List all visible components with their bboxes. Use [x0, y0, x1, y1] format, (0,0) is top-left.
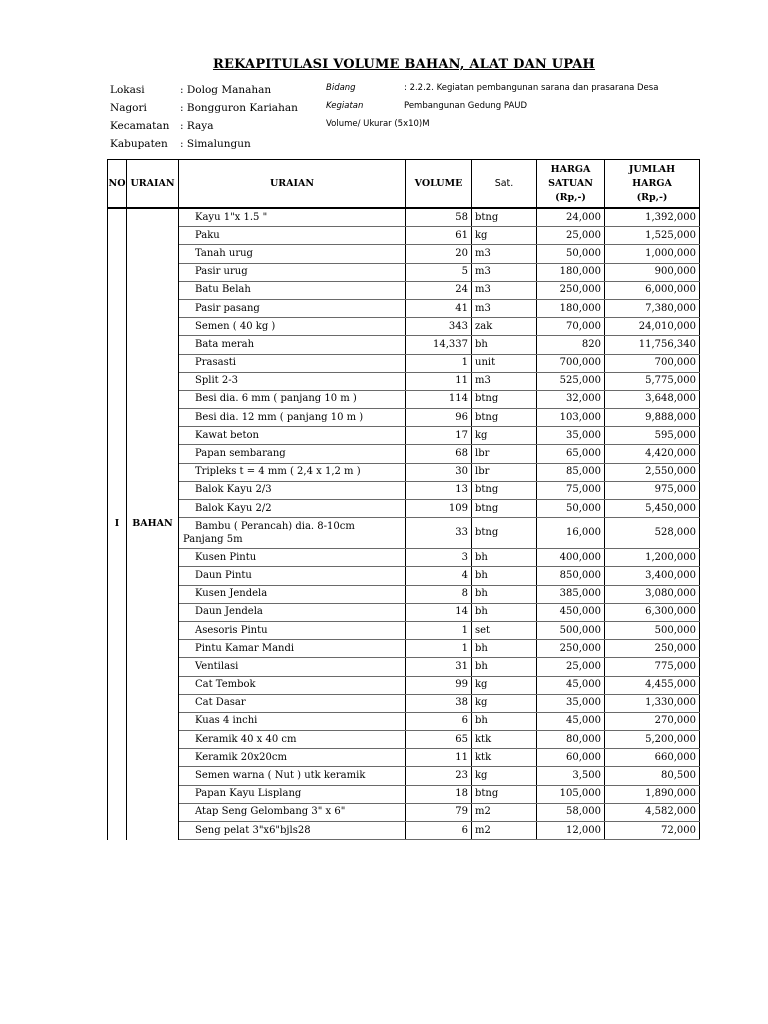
cell-jumlah-harga: 6,000,000	[605, 281, 700, 299]
cell-harga-satuan: 820	[537, 336, 605, 354]
meta-value: : Raya	[180, 120, 214, 132]
cell-harga-satuan: 250,000	[537, 281, 605, 299]
cell-jumlah-harga: 270,000	[605, 712, 700, 730]
cell-volume: 23	[406, 767, 472, 785]
header-volume: VOLUME	[406, 160, 472, 209]
cell-jumlah-harga: 6,300,000	[605, 603, 700, 621]
table-body	[108, 208, 700, 840]
table-row	[108, 245, 700, 263]
header-line: JUMLAH	[628, 163, 676, 175]
cell-harga-satuan: 24,000	[537, 208, 605, 227]
table-row	[108, 767, 700, 785]
cell-sat: kg	[472, 767, 537, 785]
table-row	[108, 390, 700, 408]
cell-harga-satuan: 70,000	[537, 318, 605, 336]
group-name: BAHAN	[127, 208, 179, 840]
cell-volume: 6	[406, 712, 472, 730]
cell-volume: 31	[406, 658, 472, 676]
cell-volume: 20	[406, 245, 472, 263]
header-line: (Rp,-)	[636, 191, 668, 203]
cell-uraian: Tanah urug	[179, 245, 406, 263]
header-line: HARGA	[550, 163, 591, 175]
cell-sat: bh	[472, 712, 537, 730]
cell-uraian: Daun Jendela	[179, 603, 406, 621]
cell-jumlah-harga: 5,775,000	[605, 372, 700, 390]
cell-jumlah-harga: 4,582,000	[605, 803, 700, 821]
table-header-row	[108, 160, 700, 209]
cell-jumlah-harga: 1,392,000	[605, 208, 700, 227]
cell-sat: kg	[472, 227, 537, 245]
cell-sat: m3	[472, 372, 537, 390]
cell-harga-satuan: 45,000	[537, 676, 605, 694]
cell-harga-satuan: 45,000	[537, 712, 605, 730]
cell-harga-satuan: 450,000	[537, 603, 605, 621]
cell-uraian: Cat Tembok	[179, 676, 406, 694]
table-row	[108, 263, 700, 281]
cell-sat: set	[472, 621, 537, 639]
table-row	[108, 281, 700, 299]
cell-sat: btng	[472, 409, 537, 427]
cell-sat: unit	[472, 354, 537, 372]
table-row	[108, 567, 700, 585]
header-line: SATUAN	[548, 177, 593, 189]
cell-sat: bh	[472, 585, 537, 603]
cell-volume: 65	[406, 731, 472, 749]
table-row	[108, 694, 700, 712]
cell-volume: 30	[406, 463, 472, 481]
table-row	[108, 822, 700, 840]
table-row	[108, 731, 700, 749]
meta-row-volume	[326, 118, 658, 136]
cell-uraian: Papan sembarang	[179, 445, 406, 463]
cell-harga-satuan: 32,000	[537, 390, 605, 408]
meta-label: Lokasi	[110, 84, 145, 96]
table-row	[108, 518, 700, 549]
cell-uraian: Tripleks t = 4 mm ( 2,4 x 1,2 m )	[179, 463, 406, 481]
cell-volume: 109	[406, 500, 472, 518]
cell-volume: 96	[406, 409, 472, 427]
cell-harga-satuan: 500,000	[537, 621, 605, 639]
table-row	[108, 208, 700, 227]
cell-jumlah-harga: 528,000	[605, 518, 700, 549]
cell-volume: 11	[406, 372, 472, 390]
cell-harga-satuan: 35,000	[537, 694, 605, 712]
table-row	[108, 803, 700, 821]
cell-sat: bh	[472, 658, 537, 676]
cell-harga-satuan: 12,000	[537, 822, 605, 840]
cell-sat: m2	[472, 822, 537, 840]
cell-sat: btng	[472, 208, 537, 227]
cell-sat: m2	[472, 803, 537, 821]
document-title: REKAPITULASI VOLUME BAHAN, ALAT DAN UPAH	[212, 57, 596, 72]
cell-volume: 6	[406, 822, 472, 840]
cell-jumlah-harga: 11,756,340	[605, 336, 700, 354]
cell-uraian: Seng pelat 3"x6"bjls28	[179, 822, 406, 840]
header-jumlah-harga	[605, 160, 700, 209]
cell-harga-satuan: 80,000	[537, 731, 605, 749]
cell-jumlah-harga: 660,000	[605, 749, 700, 767]
uraian-line: Bambu ( Perancah) dia. 8-10cm	[195, 521, 355, 533]
cell-sat: lbr	[472, 445, 537, 463]
cell-uraian: Papan Kayu Lisplang	[179, 785, 406, 803]
cell-uraian: Batu Belah	[179, 281, 406, 299]
cell-harga-satuan: 180,000	[537, 299, 605, 317]
cell-sat: kg	[472, 676, 537, 694]
cell-uraian: Ventilasi	[179, 658, 406, 676]
meta-label: Kegiatan	[326, 101, 364, 111]
cell-uraian: Kusen Pintu	[179, 549, 406, 567]
table-row	[108, 676, 700, 694]
cell-harga-satuan: 3,500	[537, 767, 605, 785]
cell-volume: 5	[406, 263, 472, 281]
meta-row-kegiatan	[326, 100, 658, 118]
cell-uraian: Besi dia. 12 mm ( panjang 10 m )	[179, 409, 406, 427]
cell-uraian: Daun Pintu	[179, 567, 406, 585]
cell-sat: bh	[472, 336, 537, 354]
cell-harga-satuan: 50,000	[537, 500, 605, 518]
cell-harga-satuan: 103,000	[537, 409, 605, 427]
table-row	[108, 463, 700, 481]
cell-harga-satuan: 400,000	[537, 549, 605, 567]
cell-sat: btng	[472, 500, 537, 518]
table-row	[108, 318, 700, 336]
cell-harga-satuan: 525,000	[537, 372, 605, 390]
cell-jumlah-harga: 4,420,000	[605, 445, 700, 463]
cell-volume: 68	[406, 445, 472, 463]
cell-harga-satuan: 180,000	[537, 263, 605, 281]
group-number: I	[108, 208, 127, 840]
cell-volume: 11	[406, 749, 472, 767]
meta-value: : Dolog Manahan	[180, 84, 272, 96]
cell-harga-satuan: 75,000	[537, 481, 605, 499]
header-uraian-group: URAIAN	[127, 160, 179, 209]
cell-volume: 343	[406, 318, 472, 336]
cell-uraian: Kuas 4 inchi	[179, 712, 406, 730]
cell-jumlah-harga: 1,525,000	[605, 227, 700, 245]
cell-sat: m3	[472, 245, 537, 263]
meta-row-kecamatan	[110, 119, 298, 137]
cell-harga-satuan: 105,000	[537, 785, 605, 803]
cell-uraian: Paku	[179, 227, 406, 245]
cell-sat: zak	[472, 318, 537, 336]
cell-jumlah-harga: 1,000,000	[605, 245, 700, 263]
cell-harga-satuan: 850,000	[537, 567, 605, 585]
header-uraian: URAIAN	[179, 160, 406, 209]
table-row	[108, 427, 700, 445]
cell-jumlah-harga: 900,000	[605, 263, 700, 281]
cell-sat: kg	[472, 694, 537, 712]
cell-jumlah-harga: 72,000	[605, 822, 700, 840]
cell-uraian: Besi dia. 6 mm ( panjang 10 m )	[179, 390, 406, 408]
cell-harga-satuan: 60,000	[537, 749, 605, 767]
cell-volume: 41	[406, 299, 472, 317]
cell-volume: 61	[406, 227, 472, 245]
cell-jumlah-harga: 2,550,000	[605, 463, 700, 481]
cell-sat: ktk	[472, 731, 537, 749]
cell-uraian: Kusen Jendela	[179, 585, 406, 603]
cell-uraian: Kawat beton	[179, 427, 406, 445]
table-row	[108, 749, 700, 767]
cell-volume: 8	[406, 585, 472, 603]
cell-harga-satuan: 385,000	[537, 585, 605, 603]
table-row	[108, 585, 700, 603]
cell-harga-satuan: 25,000	[537, 658, 605, 676]
cell-harga-satuan: 700,000	[537, 354, 605, 372]
meta-row-bidang	[326, 82, 658, 100]
table-row	[108, 481, 700, 499]
cell-uraian: Pasir urug	[179, 263, 406, 281]
table-row	[108, 658, 700, 676]
cell-jumlah-harga: 7,380,000	[605, 299, 700, 317]
cell-volume: 13	[406, 481, 472, 499]
cell-jumlah-harga: 775,000	[605, 658, 700, 676]
cell-uraian: Atap Seng Gelombang 3" x 6"	[179, 803, 406, 821]
cell-jumlah-harga: 3,648,000	[605, 390, 700, 408]
table-row	[108, 785, 700, 803]
header-no: NO	[108, 160, 127, 209]
table-row	[108, 445, 700, 463]
table-row	[108, 227, 700, 245]
cell-jumlah-harga: 1,890,000	[605, 785, 700, 803]
cell-harga-satuan: 25,000	[537, 227, 605, 245]
cell-volume: 1	[406, 640, 472, 658]
meta-value: Pembangunan Gedung PAUD	[404, 101, 528, 111]
cell-uraian: Pasir pasang	[179, 299, 406, 317]
cell-harga-satuan: 250,000	[537, 640, 605, 658]
uraian-line: Panjang 5m	[183, 534, 243, 546]
cell-sat: btng	[472, 481, 537, 499]
location-info	[110, 83, 298, 155]
cell-sat: lbr	[472, 463, 537, 481]
table-row	[108, 603, 700, 621]
cell-sat: kg	[472, 427, 537, 445]
cell-volume: 4	[406, 567, 472, 585]
cell-volume: 114	[406, 390, 472, 408]
cell-jumlah-harga: 700,000	[605, 354, 700, 372]
header-harga-satuan	[537, 160, 605, 209]
table-row	[108, 549, 700, 567]
cell-volume: 1	[406, 354, 472, 372]
header-line: HARGA	[632, 177, 672, 189]
cell-volume: 1	[406, 621, 472, 639]
cell-sat: m3	[472, 281, 537, 299]
cell-volume: 38	[406, 694, 472, 712]
cell-jumlah-harga: 595,000	[605, 427, 700, 445]
meta-value: : Simalungun	[180, 138, 251, 150]
cell-jumlah-harga: 500,000	[605, 621, 700, 639]
cell-sat: ktk	[472, 749, 537, 767]
cell-jumlah-harga: 80,500	[605, 767, 700, 785]
cell-jumlah-harga: 3,400,000	[605, 567, 700, 585]
cell-jumlah-harga: 4,455,000	[605, 676, 700, 694]
table-row	[108, 299, 700, 317]
cell-uraian: Asesoris Pintu	[179, 621, 406, 639]
table-row	[108, 354, 700, 372]
cell-harga-satuan: 65,000	[537, 445, 605, 463]
meta-row-lokasi	[110, 83, 298, 101]
cell-uraian: Kayu 1"x 1.5 "	[179, 208, 406, 227]
cell-harga-satuan: 35,000	[537, 427, 605, 445]
cell-volume: 3	[406, 549, 472, 567]
meta-label: Volume/ Ukurar	[326, 119, 392, 129]
activity-info	[326, 82, 658, 136]
table-row	[108, 640, 700, 658]
cell-volume: 24	[406, 281, 472, 299]
cell-uraian: Bata merah	[179, 336, 406, 354]
table-row	[108, 500, 700, 518]
cell-sat: bh	[472, 603, 537, 621]
cell-volume: 18	[406, 785, 472, 803]
meta-label: Kecamatan	[110, 120, 170, 132]
cell-sat: btng	[472, 390, 537, 408]
recap-table	[107, 159, 700, 840]
table-row	[108, 712, 700, 730]
cell-harga-satuan: 16,000	[537, 518, 605, 549]
cell-uraian: Balok Kayu 2/3	[179, 481, 406, 499]
table-row	[108, 372, 700, 390]
cell-volume: 17	[406, 427, 472, 445]
cell-sat: bh	[472, 549, 537, 567]
cell-volume: 58	[406, 208, 472, 227]
cell-uraian: Semen ( 40 kg )	[179, 318, 406, 336]
cell-volume: 33	[406, 518, 472, 549]
cell-jumlah-harga: 9,888,000	[605, 409, 700, 427]
meta-value: : Bongguron Kariahan	[180, 102, 298, 114]
table-row	[108, 621, 700, 639]
cell-uraian: Keramik 40 x 40 cm	[179, 731, 406, 749]
cell-jumlah-harga: 24,010,000	[605, 318, 700, 336]
cell-harga-satuan: 58,000	[537, 803, 605, 821]
cell-volume: 99	[406, 676, 472, 694]
cell-volume: 79	[406, 803, 472, 821]
meta-value: (5x10)M	[394, 119, 430, 129]
cell-uraian: Prasasti	[179, 354, 406, 372]
cell-uraian: Split 2-3	[179, 372, 406, 390]
cell-volume: 14,337	[406, 336, 472, 354]
cell-sat: m3	[472, 299, 537, 317]
cell-jumlah-harga: 975,000	[605, 481, 700, 499]
header-sat: Sat.	[472, 160, 537, 209]
cell-sat: bh	[472, 567, 537, 585]
meta-row-nagori	[110, 101, 298, 119]
meta-label: Nagori	[110, 102, 147, 114]
cell-harga-satuan: 50,000	[537, 245, 605, 263]
cell-sat: btng	[472, 518, 537, 549]
table-row	[108, 409, 700, 427]
cell-sat: bh	[472, 640, 537, 658]
cell-uraian	[179, 518, 406, 549]
meta-row-kabupaten	[110, 137, 298, 155]
cell-uraian: Semen warna ( Nut ) utk keramik	[179, 767, 406, 785]
cell-harga-satuan: 85,000	[537, 463, 605, 481]
cell-jumlah-harga: 250,000	[605, 640, 700, 658]
cell-jumlah-harga: 1,200,000	[605, 549, 700, 567]
meta-label: Kabupaten	[110, 138, 168, 150]
cell-jumlah-harga: 5,200,000	[605, 731, 700, 749]
meta-value: : 2.2.2. Kegiatan pembangunan sarana dan prasarana Desa	[404, 83, 659, 93]
cell-sat: m3	[472, 263, 537, 281]
header-line: (Rp,-)	[555, 191, 586, 203]
cell-uraian: Balok Kayu 2/2	[179, 500, 406, 518]
cell-uraian: Pintu Kamar Mandi	[179, 640, 406, 658]
cell-volume: 14	[406, 603, 472, 621]
cell-jumlah-harga: 1,330,000	[605, 694, 700, 712]
cell-uraian: Keramik 20x20cm	[179, 749, 406, 767]
meta-label: Bidang	[326, 83, 356, 93]
table-row	[108, 336, 700, 354]
cell-jumlah-harga: 3,080,000	[605, 585, 700, 603]
cell-jumlah-harga: 5,450,000	[605, 500, 700, 518]
cell-sat: btng	[472, 785, 537, 803]
cell-uraian: Cat Dasar	[179, 694, 406, 712]
